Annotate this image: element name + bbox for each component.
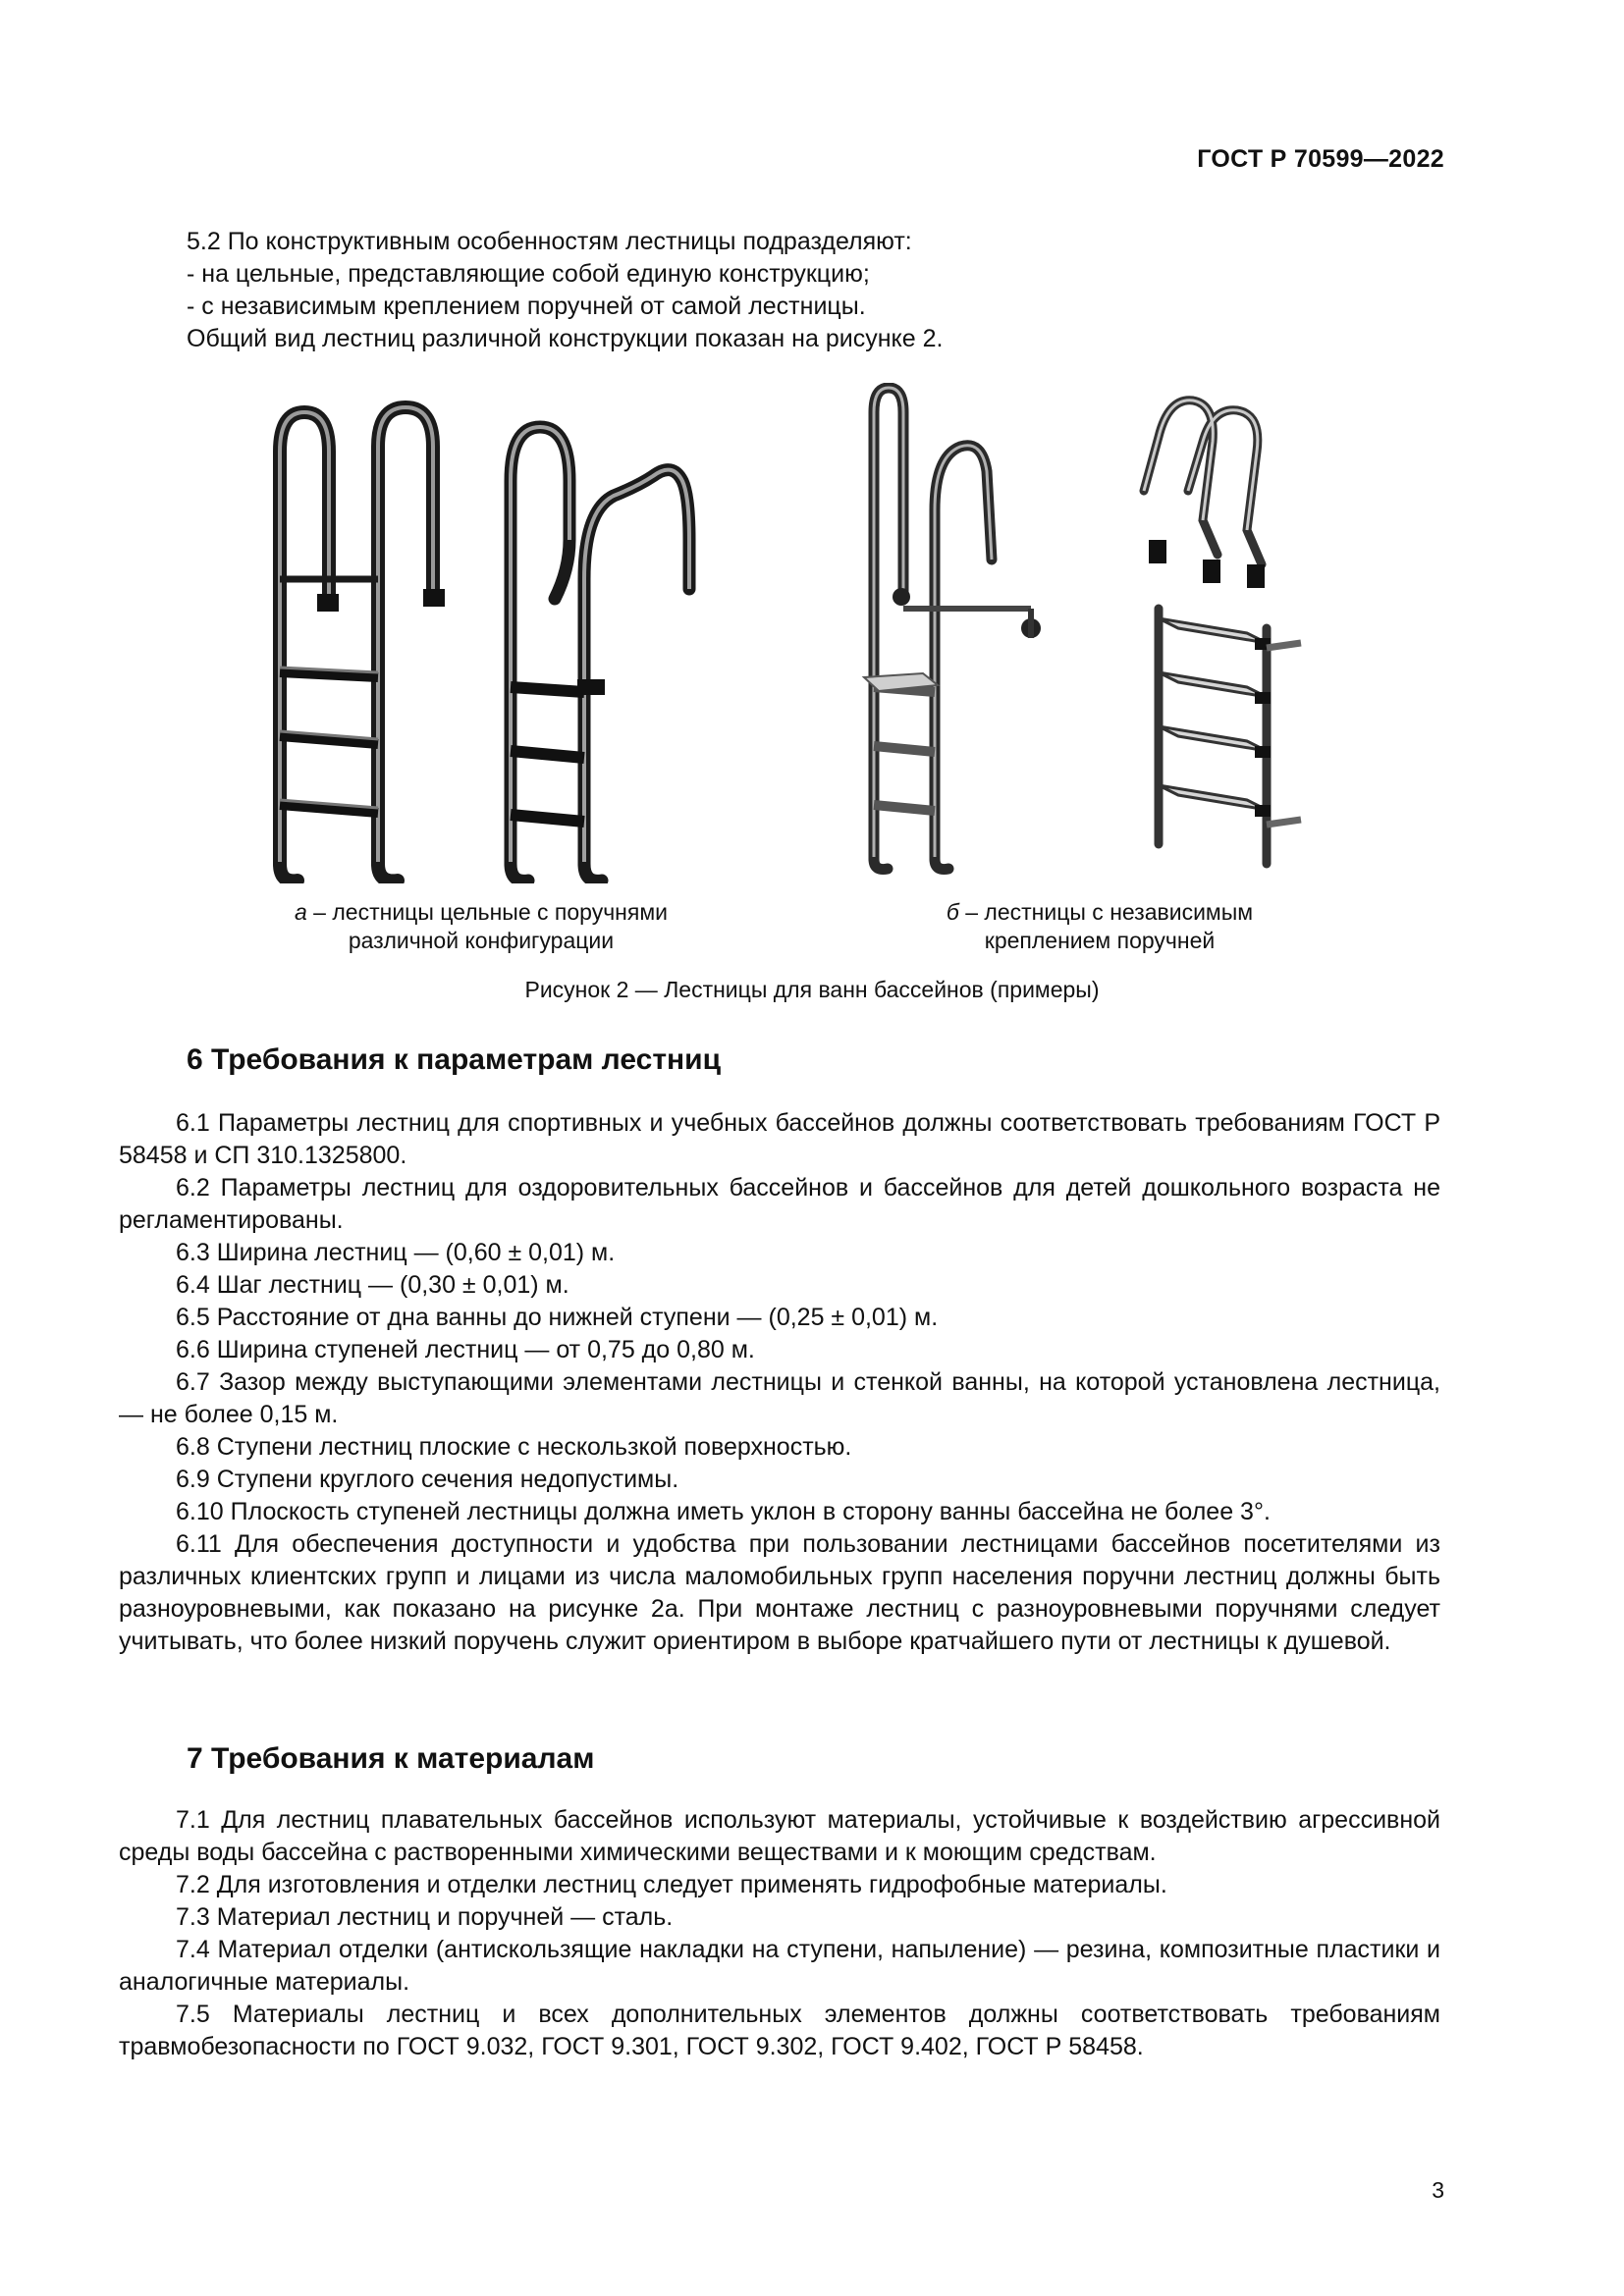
subcaption-a-letter: а: [295, 899, 307, 925]
figure-caption: Рисунок 2 — Лестницы для ванн бассейнов (примеры): [524, 977, 1100, 1002]
intro-line: 5.2 По конструктивным особенностям лестницы подразделяют:: [187, 228, 912, 255]
intro-line: - на цельные, представляющие собой единую конструкцию;: [187, 260, 870, 288]
paragraph: 6.6 Ширина ступеней лестниц — от 0,75 до 0,80 м.: [176, 1336, 755, 1363]
paragraph: 7.5 Материалы лестниц и всех дополнительных элементов должны соответствовать требованиям травмобезопасности по ГОСТ 9.032, ГОСТ 9.301, ГОСТ 9.302, ГОСТ 9.402, ГОСТ Р 58458.: [119, 2001, 1440, 2060]
page-number: 3: [1432, 2177, 1444, 2203]
section-7-title: 7 Требования к материалам: [187, 1742, 595, 1775]
section-6-title: 6 Требования к параметрам лестниц: [187, 1043, 722, 1076]
subcaption-b-line2: креплением поручней: [984, 928, 1216, 953]
paragraph: 6.7 Зазор между выступающими элементами лестницы и стенкой ванны, на которой установлена лестница, — не более 0,15 м.: [119, 1368, 1440, 1428]
intro-block: [187, 226, 1443, 355]
figure-subcaption-a: [245, 898, 717, 955]
paragraph: 6.2 Параметры лестниц для оздоровительных бассейнов и бассейнов для детей дошкольного возраста не регламентированы.: [119, 1174, 1440, 1234]
handrails-separate-illustration: [1119, 383, 1316, 594]
figure-2: [0, 383, 1624, 953]
paragraph: 6.10 Плоскость ступеней лестницы должна иметь уклон в сторону ванны бассейна не более 3°.: [176, 1498, 1271, 1525]
multi-level-handrail-ladder-illustration: [471, 402, 717, 883]
intro-line: - с независимым креплением поручней от самой лестницы.: [187, 293, 866, 320]
paragraph: 6.9 Ступени круглого сечения недопустимы.: [176, 1466, 679, 1493]
subcaption-b-line1: – лестницы с независимым: [958, 899, 1254, 925]
paragraph: 7.3 Материал лестниц и поручней — сталь.: [176, 1903, 674, 1931]
one-piece-ladder-illustration: [250, 393, 471, 883]
paragraph: 7.2 Для изготовления и отделки лестниц следует применять гидрофобные материалы.: [176, 1871, 1167, 1898]
paragraph: 6.3 Ширина лестниц — (0,60 ± 0,01) м.: [176, 1239, 616, 1266]
independent-handrail-ladder-illustration: [844, 383, 1060, 879]
paragraph: 6.1 Параметры лестниц для спортивных и учебных бассейнов должны соответствовать требованиям ГОСТ Р 58458 и СП 310.1325800.: [119, 1109, 1440, 1169]
figure-subcaption-b: [884, 898, 1316, 955]
intro-line: Общий вид лестниц различной конструкции показан на рисунке 2.: [187, 325, 944, 352]
section-7-body: [119, 1804, 1440, 2063]
paragraph: 6.5 Расстояние от дна ванны до нижней ступени — (0,25 ± 0,01) м.: [176, 1304, 939, 1331]
paragraph: 7.1 Для лестниц плавательных бассейнов используют материалы, устойчивые к воздействию агрессивной среды воды бассейна с растворенными химическими веществами и к моющим средствам.: [119, 1806, 1440, 1866]
subcaption-a-line1: – лестницы цельные с поручнями: [306, 899, 668, 925]
paragraph: 6.11 Для обеспечения доступности и удобства при пользовании лестницами бассейнов посетителями из различных клиентских групп и лицами из числа маломобильных групп населения поручни лестниц должны быть разноуровневыми, как показано на рисунке 2а. При монтаже лестниц с разноуровневыми поручнями следует учитывать, что более низкий поручень служит ориентиром в выборе кратчайшего пути от лестницы к душевой.: [119, 1530, 1440, 1655]
paragraph: 7.4 Материал отделки (антискользящие накладки на ступени, напыление) — резина, композитные пластики и аналогичные материалы.: [119, 1936, 1440, 1996]
section-6-body: [119, 1107, 1440, 1658]
ladder-body-illustration: [1139, 599, 1311, 874]
subcaption-a-line2: различной конфигурации: [348, 928, 615, 953]
document-code-header: ГОСТ Р 70599—2022: [1197, 145, 1444, 173]
paragraph: 6.8 Ступени лестниц плоские с нескользкой поверхностью.: [176, 1433, 852, 1461]
paragraph: 6.4 Шаг лестниц — (0,30 ± 0,01) м.: [176, 1271, 569, 1299]
subcaption-b-letter: б: [946, 899, 959, 925]
